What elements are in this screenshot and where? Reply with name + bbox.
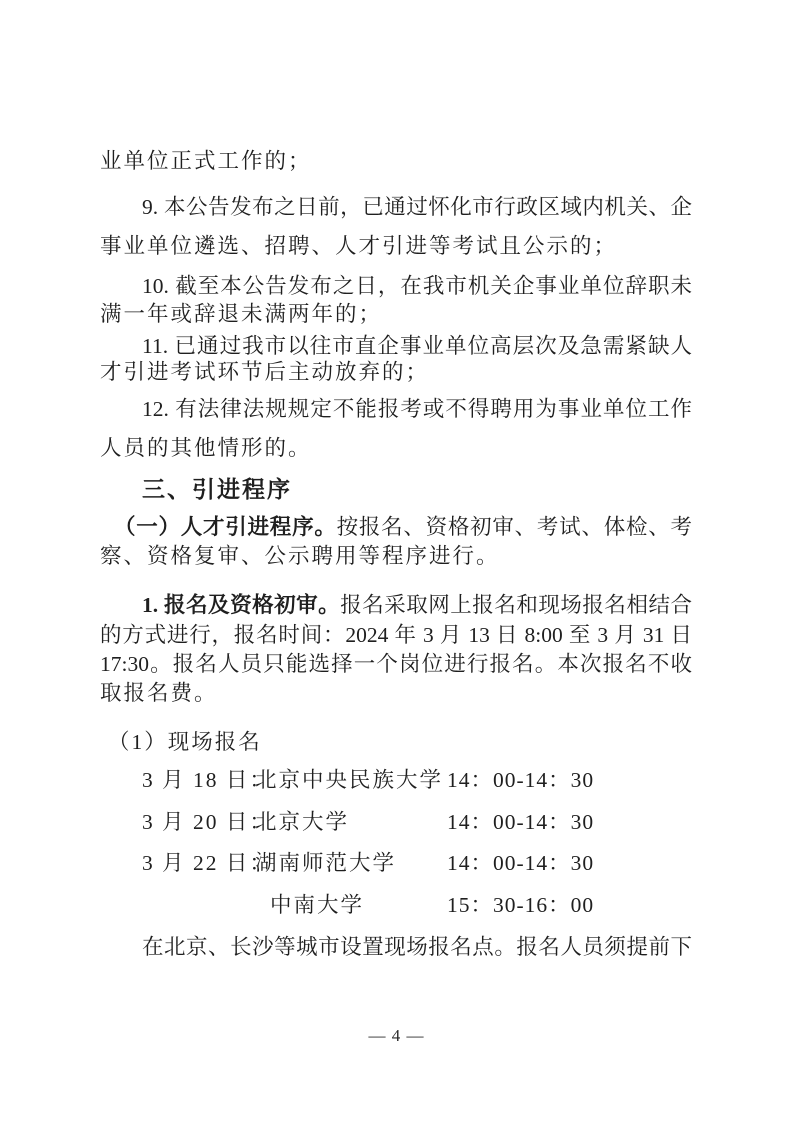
subsection-1-lead: （一）人才引进程序。 (114, 515, 337, 539)
section-heading: 三、引进程序 (142, 476, 292, 502)
step-1-lead: 1. 报名及资格初审。 (142, 593, 341, 617)
schedule-place: 湖南师范大学 (255, 851, 397, 875)
schedule-row (100, 807, 692, 837)
schedule-place: 北京大学 (255, 810, 350, 834)
subsection-1-line1 (100, 512, 692, 542)
schedule-place: 北京中央民族大学 (255, 768, 444, 792)
list-item-10-line2: 满一年或辞退未满两年的； (100, 302, 383, 326)
list-item-12-line1: 12. 有法律法规规定不能报考或不得聘用为事业单位工作 (142, 397, 692, 421)
subsection-1-line2: 察、资格复审、公示聘用等程序进行。 (100, 544, 500, 568)
step-1-line2: 的方式进行，报名时间：2024 年 3 月 13 日 8:00 至 3 月 31 日 (100, 623, 692, 647)
closing-paragraph-line: 在北京、长沙等城市设置现场报名点。报名人员须提前下 (142, 935, 692, 959)
schedule-date: 3 月 22 日： (142, 851, 273, 875)
schedule-date: 3 月 20 日： (142, 810, 273, 834)
schedule-time: 14：00-14：30 (447, 851, 595, 875)
step-1-line1 (100, 590, 692, 620)
list-item-10-line1: 10. 截至本公告发布之日，在我市机关企事业单位辞职未 (142, 274, 692, 298)
sub-heading-onsite: （1）现场报名 (108, 730, 262, 754)
list-item-9-line2: 事业单位遴选、招聘、人才引进等考试且公示的； (100, 234, 618, 258)
schedule-time: 14：00-14：30 (447, 810, 595, 834)
page-number: — 4 — (368, 1026, 425, 1045)
paragraph-line: 业单位正式工作的； (100, 149, 312, 173)
step-1-line3: 17:30。报名人员只能选择一个岗位进行报名。本次报名不收 (100, 652, 692, 676)
schedule-place: 中南大学 (270, 893, 365, 917)
schedule-date: 3 月 18 日： (142, 768, 273, 792)
schedule-time: 15：30-16：00 (447, 893, 595, 917)
schedule-row (100, 848, 692, 878)
schedule-time: 14：00-14：30 (447, 768, 595, 792)
subsection-1-text: 按报名、资格初审、考试、体检、考 (336, 515, 692, 539)
schedule-row (100, 890, 692, 920)
schedule-row (100, 765, 692, 795)
step-1-line4: 取报名费。 (100, 681, 218, 705)
list-item-11-line1: 11. 已通过我市以往市直企事业单位高层次及急需紧缺人 (142, 334, 692, 358)
list-item-12-line2: 人员的其他情形的。 (100, 436, 312, 460)
list-item-9-line1: 9. 本公告发布之日前，已通过怀化市行政区域内机关、企 (142, 195, 692, 219)
step-1-text: 报名采取网上报名和现场报名相结合 (340, 593, 692, 617)
list-item-11-line2: 才引进考试环节后主动放弃的； (100, 360, 430, 384)
